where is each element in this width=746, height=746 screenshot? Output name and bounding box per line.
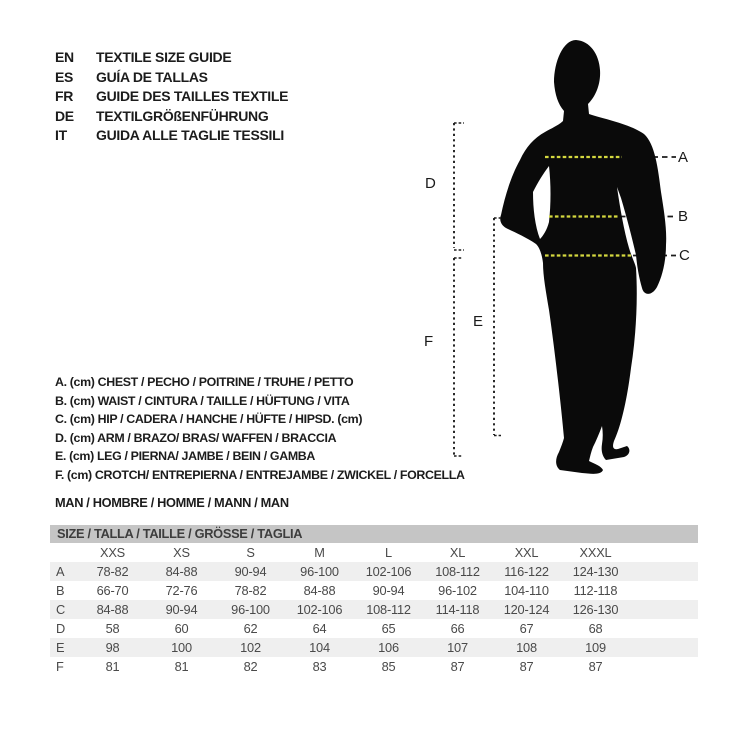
size-cell: 62	[243, 621, 258, 636]
size-cell: 78-82	[96, 564, 129, 579]
size-cell: 102-106	[296, 602, 343, 617]
size-row-label: A	[56, 564, 65, 579]
size-cell: 85	[381, 659, 396, 674]
size-cell: 120-124	[503, 602, 550, 617]
size-cell: 87	[588, 659, 603, 674]
size-cell: 106	[378, 640, 399, 655]
measure-label-crotch: F	[424, 333, 434, 350]
size-table-title: SIZE / TALLA / TAILLE / GRÖSSE / TAGLIA	[50, 525, 698, 543]
size-table-row	[50, 581, 698, 600]
size-row-label: B	[56, 583, 65, 598]
legend-item-chest: A. (cm) CHEST / PECHO / POITRINE / TRUHE / PETTO	[55, 375, 354, 389]
size-table-row	[50, 638, 698, 657]
gender-line: MAN / HOMBRE / HOMME / MANN / MAN	[55, 495, 289, 510]
language-title: GUIDA ALLE TAGLIE TESSILI	[96, 127, 284, 143]
size-cell: 87	[450, 659, 465, 674]
language-code: ES	[55, 68, 74, 85]
size-cell: 102	[240, 640, 261, 655]
size-cell: 98	[105, 640, 120, 655]
size-col-header: S	[246, 545, 255, 560]
size-col-header: XS	[173, 545, 190, 560]
size-col-header: XXL	[514, 545, 539, 560]
size-cell: 90-94	[234, 564, 267, 579]
legend-item-hip: C. (cm) HIP / CADERA / HANCHE / HÜFTE / HIPSD. (cm)	[55, 412, 363, 427]
size-cell: 102-106	[365, 564, 412, 579]
language-row	[55, 68, 288, 88]
size-cell: 58	[105, 621, 120, 636]
language-row	[55, 87, 288, 107]
language-title: GUIDE DES TAILLES TEXTILE	[96, 88, 289, 104]
legend-item-leg: E. (cm) LEG / PIERNA/ JAMBE / BEIN / GAMBA	[55, 449, 315, 464]
size-cell: 64	[312, 621, 327, 636]
size-cell: 84-88	[165, 564, 198, 579]
legend-item-arm: D. (cm) ARM / BRAZO/ BRAS/ WAFFEN / BRACCIA	[55, 430, 337, 445]
size-cell: 60	[174, 621, 189, 636]
size-col-header: L	[385, 545, 392, 560]
size-cell: 112-118	[573, 583, 618, 598]
legend-item-crotch: F. (cm) CROTCH/ ENTREPIERNA / ENTREJAMBE / ZWICKEL / FORCELLA	[55, 467, 465, 482]
size-cell: 87	[519, 659, 534, 674]
measure-label-arm: D	[425, 175, 436, 192]
size-cell: 124-130	[572, 564, 619, 579]
size-cell: 96-100	[231, 602, 270, 617]
size-cell: 90-94	[372, 583, 405, 598]
size-cell: 81	[105, 659, 120, 674]
size-table-row	[50, 600, 698, 619]
language-code: FR	[55, 88, 74, 104]
size-col-header: XXXL	[579, 545, 612, 560]
size-cell: 81	[174, 659, 189, 674]
size-row-label: D	[56, 621, 66, 636]
size-table	[50, 525, 698, 676]
language-row	[55, 48, 288, 68]
size-row-label: E	[56, 640, 65, 655]
language-row	[55, 126, 288, 146]
size-cell: 96-102	[438, 583, 477, 598]
size-cell: 107	[447, 640, 468, 655]
language-title: GUÍA DE TALLAS	[96, 68, 208, 85]
size-cell: 109	[585, 640, 606, 655]
size-table-header-row	[50, 543, 698, 562]
language-code: EN	[55, 49, 74, 65]
size-cell: 100	[171, 640, 192, 655]
size-cell: 108-112	[366, 602, 411, 617]
size-table-row	[50, 657, 698, 676]
size-cell: 66-70	[96, 583, 129, 598]
size-cell: 68	[588, 621, 603, 636]
size-cell: 96-100	[300, 564, 339, 579]
size-cell: 72-76	[165, 583, 198, 598]
size-cell: 114-118	[435, 602, 480, 617]
size-cell: 108	[516, 640, 537, 655]
language-title-list	[55, 48, 288, 146]
measurement-legend	[55, 373, 465, 485]
size-cell: 83	[312, 659, 327, 674]
size-cell: 66	[450, 621, 465, 636]
size-cell: 116-122	[504, 564, 549, 579]
size-col-header: M	[314, 545, 325, 560]
size-row-label: F	[56, 659, 64, 674]
language-title: TEXTILE SIZE GUIDE	[96, 49, 232, 65]
size-cell: 67	[519, 621, 534, 636]
measure-label-waist: B	[678, 208, 689, 225]
language-code: DE	[55, 107, 74, 124]
size-cell: 90-94	[165, 602, 198, 617]
size-cell: 84-88	[303, 583, 336, 598]
size-cell: 104-110	[504, 583, 549, 598]
size-col-header: XXS	[99, 545, 125, 560]
language-code: IT	[55, 127, 67, 143]
language-row	[55, 107, 288, 127]
size-table-row	[50, 562, 698, 581]
man-silhouette	[500, 40, 666, 474]
language-title: TEXTILGRÖßENFÜHRUNG	[96, 107, 269, 124]
measure-label-leg: E	[473, 313, 484, 330]
measure-label-chest: A	[678, 149, 689, 166]
measure-label-hip: C	[679, 247, 690, 264]
size-cell: 126-130	[572, 602, 619, 617]
size-cell: 108-112	[435, 564, 480, 579]
size-table-row	[50, 619, 698, 638]
legend-item-waist: B. (cm) WAIST / CINTURA / TAILLE / HÜFTUNG / VITA	[55, 393, 350, 408]
size-cell: 82	[243, 659, 258, 674]
size-row-label: C	[56, 602, 66, 617]
size-cell: 78-82	[234, 583, 267, 598]
size-cell: 104	[309, 640, 330, 655]
size-cell: 84-88	[96, 602, 129, 617]
size-col-header: XL	[449, 545, 466, 560]
size-cell: 65	[381, 621, 396, 636]
